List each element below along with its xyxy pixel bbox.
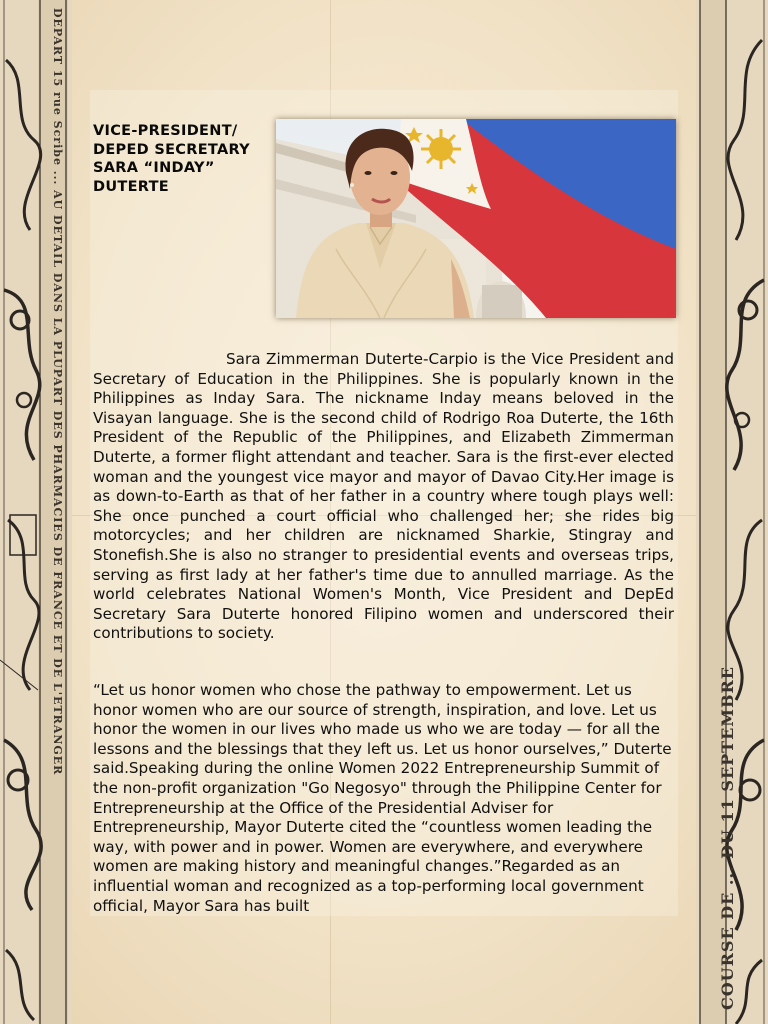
article-paragraph-2: “Let us honor women who chose the pathway to empowerment. Let us honor women who are our source of strength, inspiration, and love. Let us honor the women in our lives who made us who we are today — for all the lessons and the blessings that they left us. Let us honor ourselves,” Duterte said.Speaking during the online Women 2022 Entrepreneurship Summit of the non-profit organization "Go Negosyo" through the Philippine Center for Entrepreneurship at the Office of the Presidential Adviser for Entrepreneurship, Mayor Duterte cited the “countless women leading the way, with power and in power. Women are everywhere, and everywhere women are making history and meaningful changes.”Regarded as an influential woman and recognized as a top-performing local government official, Mayor Sara has built (93, 681, 672, 915)
right-decorative-border (696, 0, 768, 1024)
right-border-text: COURSE DE ... DU 11 SEPTEMBRE (718, 665, 737, 1010)
left-border-text: DEPART 15 rue Scribe ... AU DETAIL DANS LA PLUPART DES PHARMACIES DE FRANCE ET DE L'ETRANGER (51, 8, 64, 776)
portrait-illustration (276, 119, 676, 318)
article-paragraph-1: Sara Zimmerman Duterte-Carpio is the Vice President and Secretary of Education in the Philippines. She is popularly known in the Philippines as Inday Sara. The nickname Inday means beloved in the Visayan language. She is the second child of Rodrigo Roa Duterte, the 16th President of the Republic of the Philippines, and Elizabeth Zimmerman Duterte, a former flight attendant and teacher. Sara is the first-ever elected woman and the youngest vice mayor and mayor of Davao City.Her image is as down-to-Earth as that of her father in a country where tough plays well: She once punched a court official who challenged her; she rides big motorcycles; and her children are nicknamed Sharkie, Stingray and Stonefish.She is also no stranger to presidential events and overseas trips, serving as first lady at her father's time due to annulled marriage. As the world celebrates National Women's Month, Vice President and DepEd Secretary Sara Duterte honored Filipino women and underscored their contributions to society. (93, 350, 674, 643)
portrait-photo (276, 119, 676, 318)
left-decorative-border (0, 0, 72, 1024)
article-heading: VICE-PRESIDENT/ DEPED SECRETARY SARA “INDAY” DUTERTE (93, 123, 250, 195)
